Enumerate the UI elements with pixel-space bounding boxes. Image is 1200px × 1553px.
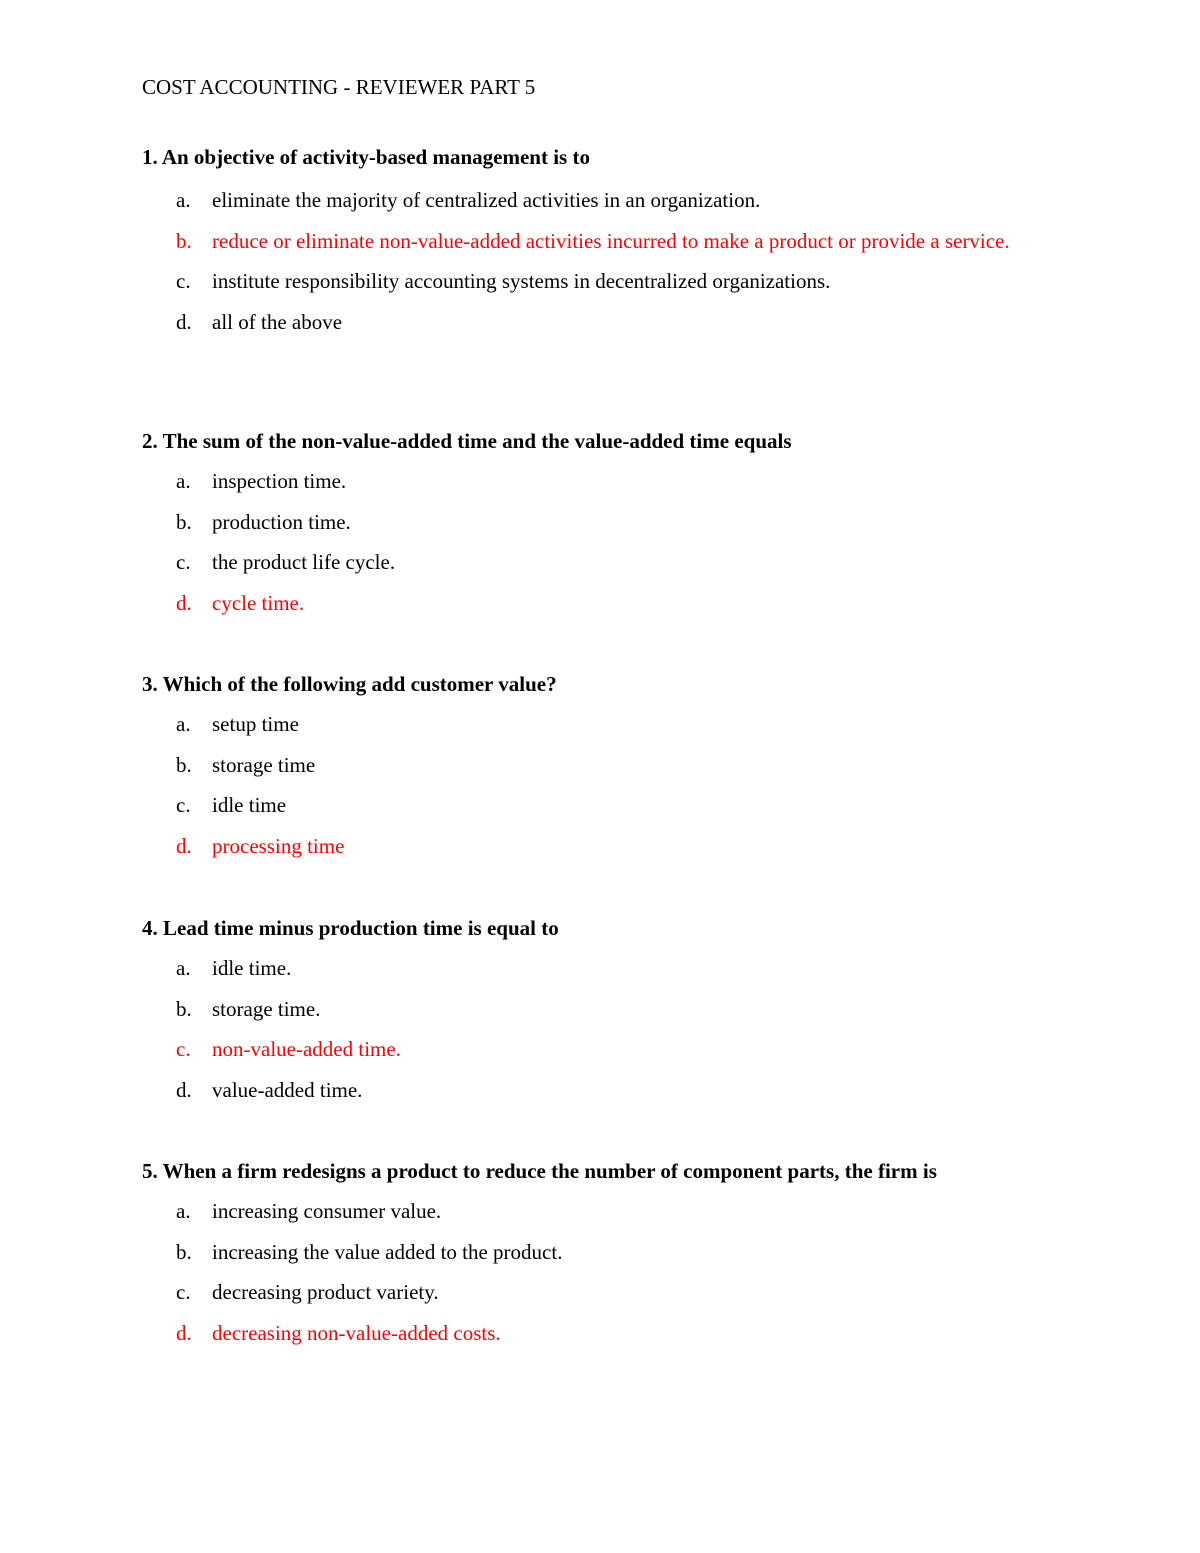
option-letter: b.: [176, 509, 192, 534]
option-c: [142, 542, 1058, 583]
option-text: increasing consumer value.: [212, 1199, 442, 1223]
option-a: [142, 180, 1058, 221]
option-a: [142, 704, 1058, 745]
option-letter: c.: [176, 1280, 191, 1304]
option-list: [142, 180, 1072, 342]
option-letter: d.: [176, 590, 192, 615]
option-c: [142, 1272, 1058, 1313]
option-letter: d.: [176, 1077, 192, 1102]
option-text: storage time.: [212, 996, 321, 1021]
question-1: [142, 144, 1072, 342]
option-text: production time.: [212, 509, 351, 534]
option-text: idle time.: [212, 956, 292, 980]
option-text: increasing the value added to the product.: [212, 1239, 563, 1264]
option-text: decreasing product variety.: [212, 1280, 439, 1304]
document-title: COST ACCOUNTING - REVIEWER PART 5: [142, 75, 536, 99]
option-text: all of the above: [212, 309, 343, 334]
option-letter: a.: [176, 469, 191, 493]
question-5: [142, 1158, 1072, 1353]
question-2: [142, 428, 1072, 623]
question-4: [142, 915, 1072, 1110]
option-c: [142, 785, 1058, 826]
option-b: [142, 989, 1058, 1030]
option-list: [142, 1191, 1072, 1353]
option-b: [142, 221, 1058, 262]
option-text: cycle time.: [212, 590, 305, 615]
question-text: 4. Lead time minus production time is equal to: [142, 916, 559, 940]
option-d: [142, 826, 1058, 867]
option-text: processing time: [212, 833, 345, 858]
option-letter: a.: [176, 712, 191, 736]
option-text: setup time: [212, 712, 299, 736]
option-list: [142, 948, 1072, 1110]
option-text: inspection time.: [212, 469, 347, 493]
question-text: 2. The sum of the non-value-added time and the value-added time equals: [142, 429, 792, 453]
option-letter: c.: [176, 1037, 191, 1061]
option-text: decreasing non-value-added costs.: [212, 1320, 501, 1345]
question-text: 3. Which of the following add customer value?: [142, 672, 557, 696]
option-b: [142, 745, 1058, 786]
option-a: [142, 948, 1058, 989]
option-a: [142, 461, 1058, 502]
question-text: 1. An objective of activity-based management is to: [142, 145, 590, 169]
option-d: [142, 1070, 1058, 1111]
option-text: eliminate the majority of centralized activities in an organization.: [212, 188, 761, 212]
option-a: [142, 1191, 1058, 1232]
option-letter: c.: [176, 793, 191, 817]
option-letter: d.: [176, 1320, 192, 1345]
option-letter: b.: [176, 752, 192, 777]
option-d: [142, 302, 1058, 343]
option-letter: a.: [176, 956, 191, 980]
option-text: institute responsibility accounting systems in decentralized organizations.: [212, 269, 831, 293]
option-letter: b.: [176, 228, 192, 253]
option-letter: b.: [176, 1239, 192, 1264]
option-text: storage time: [212, 752, 316, 777]
option-text: value-added time.: [212, 1077, 363, 1102]
option-letter: c.: [176, 269, 191, 293]
option-list: [142, 704, 1072, 866]
option-b: [142, 502, 1058, 543]
option-text: non-value-added time.: [212, 1037, 401, 1061]
option-text: reduce or eliminate non-value-added activities incurred to make a product or provide a service.: [212, 228, 1010, 253]
option-c: [142, 261, 1058, 302]
option-text: the product life cycle.: [212, 550, 396, 574]
option-letter: c.: [176, 550, 191, 574]
option-letter: b.: [176, 996, 192, 1021]
option-d: [142, 583, 1058, 624]
option-d: [142, 1313, 1058, 1354]
option-letter: d.: [176, 833, 192, 858]
option-list: [142, 461, 1072, 623]
option-text: idle time: [212, 793, 287, 817]
option-b: [142, 1232, 1058, 1273]
option-letter: a.: [176, 1199, 191, 1223]
question-3: [142, 671, 1072, 866]
option-letter: d.: [176, 309, 192, 334]
option-c: [142, 1029, 1058, 1070]
option-letter: a.: [176, 188, 191, 212]
question-text: 5. When a firm redesigns a product to reduce the number of component parts, the firm is: [142, 1159, 937, 1183]
